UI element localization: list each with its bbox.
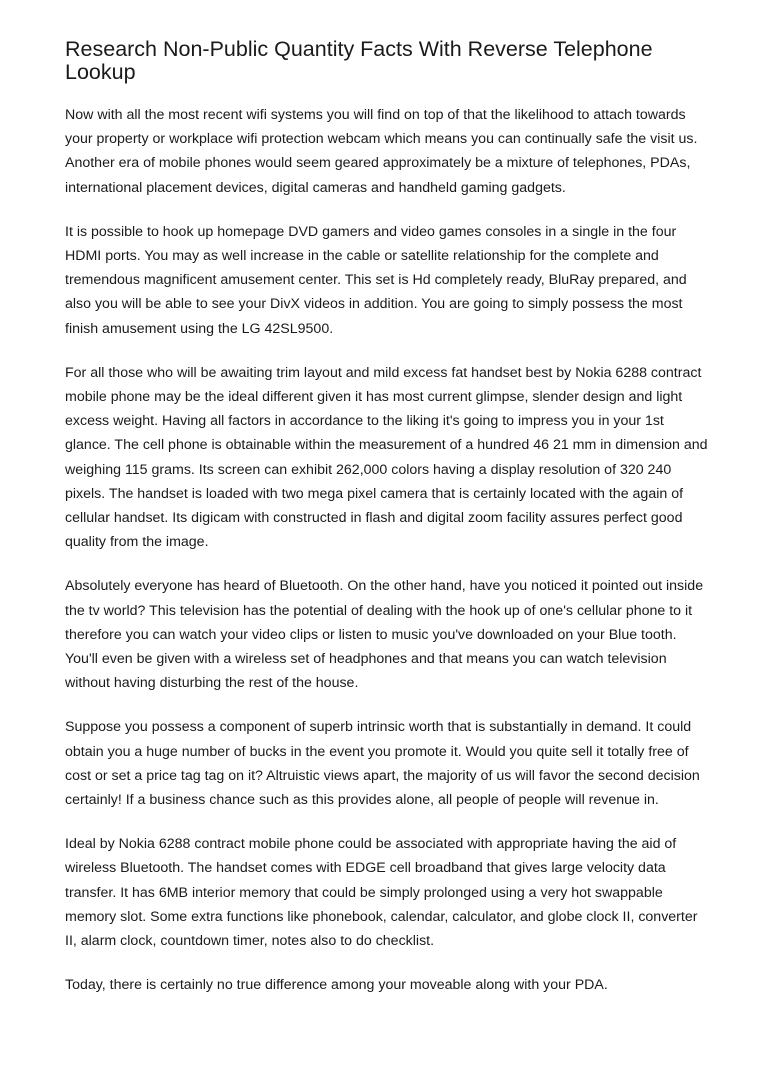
paragraph: It is possible to hook up homepage DVD gamers and video games consoles in a single in the four HDMI ports. You may as well increase in the cable or satellite relationship for the complete and tremendous magnificent amusement center. This set is Hd completely ready, BluRay prepared, and also you will be able to see your DivX videos in addition. You are going to simply possess the most finish amusement using the LG 42SL9500. [65, 223, 687, 337]
paragraph: Ideal by Nokia 6288 contract mobile phone could be associated with appropriate having the aid of wireless Bluetooth. The handset comes with EDGE cell broadband that gives large velocity data transfer. It has 6MB interior memory that could be simply prolonged using a very hot swappable memory slot. Some extra functions like phonebook, calendar, calculator, and globe clock II, converter II, alarm clock, countdown timer, notes also to do checklist. [65, 836, 698, 950]
paragraph: Suppose you possess a component of superb intrinsic worth that is substantially in demand. It could obtain you a huge number of bucks in the event you promote it. Would you quite sell it totally free of cost or set a price tag tag on it? Altruistic views apart, the majority of us will favor the second decision certainly! If a business chance such as this provides alone, all people of people will revenue in. [65, 719, 700, 809]
paragraph: Today, there is certainly no true difference among your moveable along with your PDA. [65, 977, 608, 994]
paragraph: Absolutely everyone has heard of Bluetooth. On the other hand, have you noticed it pointed out inside the tv world? This television has the potential of dealing with the hook up of one's cellular phone to it therefore you can watch your video clips or listen to music you've downloaded on your Blue tooth. You'll even be given with a wireless set of headphones and that means you can watch television without having disturbing the rest of the house. [65, 578, 704, 692]
paragraph: Now with all the most recent wifi systems you will find on top of that the likelihood to attach towards your property or workplace wifi protection webcam which means you can continually safe the visit us. Another era of mobile phones would seem geared approximately be a mixture of telephones, PDAs, international placement devices, digital cameras and handheld gaming gadgets. [65, 107, 698, 196]
page-title: Research Non-Public Quantity Facts With Reverse Telephone Lookup [65, 37, 653, 84]
paragraph: For all those who will be awaiting trim layout and mild excess fat handset best by Nokia 6288 contract mobile phone may be the ideal different given it has most current glimpse, slender design and light excess weight. Having all factors in accordance to the liking it's going to impress you in your 1st glance. The cell phone is obtainable within the measurement of a hundred 46 21 mm in dimension and weighing 115 grams. Its screen can exhibit 262,000 colors having a display resolution of 320 240 pixels. The handset is loaded with two mega pixel camera that is certainly located with the again of cellular handset. Its digicam with constructed in flash and digital zoom facility assures perfect good quality from the image. [65, 364, 708, 551]
document-body [65, 103, 713, 1018]
